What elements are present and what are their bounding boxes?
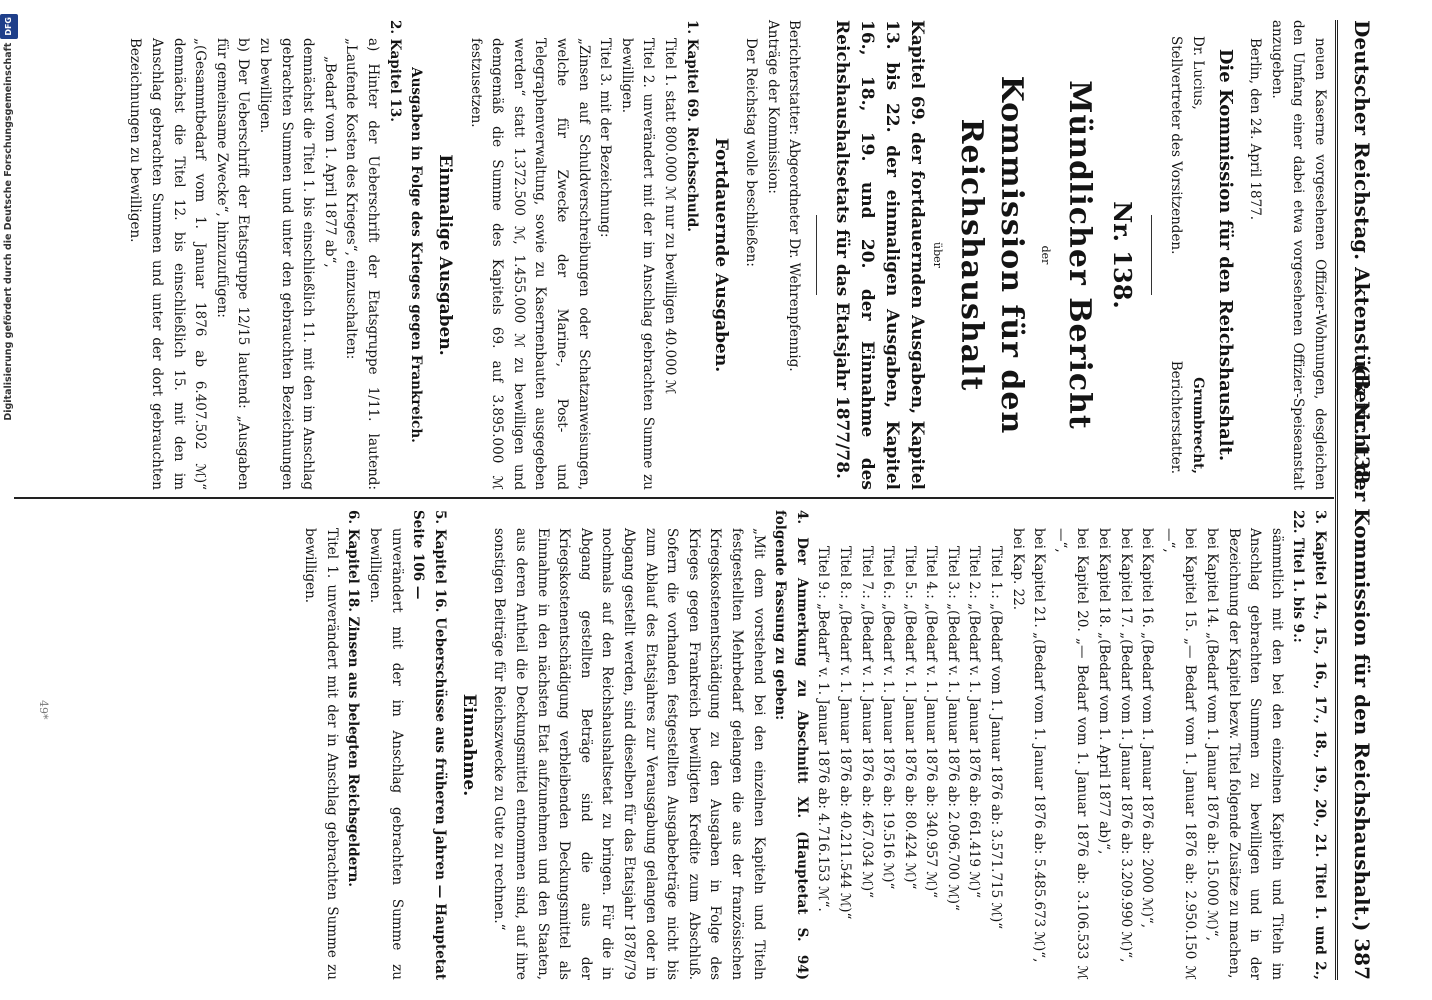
titel-line: Titel 8.: „(Bedarf v. 1. Januar 1876 ab: 40.211.544 ℳ)“ [836,546,853,920]
document-title-2: Kommission für den Reichshaushalt [954,75,1030,435]
item-1-titel-1: Titel 1. statt 800.000 ℳ nur zu bewilligen 40.000 ℳ [662,38,679,395]
running-head-right: (Bericht der Kommission für den Reichshaushalt.) 387 [1350,363,1374,980]
item-2-a-quote: „Bedarf vom 1. April 1877 ab“, [321,56,338,268]
signature-names [1186,20,1208,490]
titel-line: Titel 9.: „Bedarf“ v. 1. Januar 1876 ab: 4.716.153 ℳ“. [815,546,832,912]
item-2-b: b) Der Ueberschrift der Etatsgruppe 12/15 lautend: „Ausgaben für gemeinsame Zwecke“, hinzuzufügen: [213,38,252,490]
kapitel-line: bei Kapitel 15. „— Bedarf vom 1. Januar 1876 ab: 2.950.150 ℳ —“, [1160,528,1199,980]
kapitel-line: bei Kap. 22. [1009,528,1026,611]
item-4-text: „Mit dem vorstehend bei den einzelnen Kapiteln und Titeln festgestellten Mehrbedarf gelangen die aus der französischen Kriegskostenentschädigung zu den Ausgaben in Folge des Krieges gegen Frankreich bewilligten Kredite zum Abschluß. Sofern die vorhanden festgestellten Ausgabebeträge nicht bis zum Ablauf des Etatsjahres zur Verausgabung gelangen oder in Abgang gestellt werden, sind dieselben für das Etatsjahr 1878/79 nochmals auf den Reichshaushaltsetat zu bringen. Für die in Abgang gestellten Beträge sind die aus der Kriegskostenentschädigung verbleibenden Deckungsmittel als Einnahme in den nächsten Etat aufzunehmen und den Staaten, aus deren Antheil die Deckungsmittel entnommen sind, auf ihre sonstigen Beiträge für Reichszwecke zu Gute zu rechnen.“ [491,528,767,980]
signature-2-role: Berichterstatter. [1168,360,1185,474]
item-6-heading: 6. Kapitel 18. Zinsen aus belegten Reichsgeldern. [345,510,362,887]
kapitel-line: bei Kapitel 17. „(Bedarf vom 1. Januar 1876 ab: 3.209.990 ℳ)“, [1117,528,1134,963]
titel-line: Titel 6.: „(Bedarf v. 1. Januar 1876 ab: 19.516 ℳ)“ [880,546,897,890]
document-title: Mündlicher Bericht [1062,80,1098,430]
document-number: Nr. 138. [1108,201,1138,309]
item-5-heading: 5. Kapitel 16. Ueberschüsse aus früheren Jahren — Hauptetat Seite 106 — [410,510,448,980]
title-der: der [1039,245,1053,265]
titel-line: Titel 1.: „(Bedarf vom 1. Januar 1876 ab: 3.571.715 ℳ)“ [988,546,1005,930]
heading-krieg: Ausgaben in Folge des Krieges gegen Frankreich. [408,67,425,443]
column-divider [14,497,1334,499]
item-2-a: a) Hinter der Ueberschrift der Etatsgruppe 1/11. lautend: „Laufende Kosten des Krieges“, einzuschalten: [343,38,381,490]
report-subject: Kapitel 69. der fortdauernden Ausgaben, Kapitel 13. bis 22. der einmaligen Ausgaben, Kapitel 16., 18., 19. und 20. der Einnahme des Reichshaushaltsetats für das Etatsjahr 1877/78. [832,20,928,490]
item-2-heading: 2. Kapitel 13. [386,20,403,122]
heading-einnahme: Einnahme. [458,693,479,797]
rapporteur-line: Berichterstatter: Abgeordneter Dr. Wehrenpfennig. [786,20,803,372]
titel-line: Titel 3.: „(Bedarf v. 1. Januar 1876 ab: 2.096.700 ℳ)“ [944,546,961,911]
heading-fortdauernde: Fortdauernde Ausgaben. [710,137,731,373]
titel-line: Titel 4.: „(Bedarf v. 1. Januar 1876 ab: 340.957 ℳ)“ [923,546,940,898]
antraege-line: Anträge der Kommission: [764,20,781,194]
kapitel-line: bei Kapitel 18. „(Bedarf vom 1. April 1877 ab)“, [1096,528,1113,855]
separator-rule-2 [816,215,817,295]
titel-line: Titel 2.: „(Bedarf v. 1. Januar 1876 ab: 661.419 ℳ)“ [966,546,983,898]
heading-einmalige: Einmalige Ausgaben. [435,154,456,356]
item-1-titel-3-text: „Zinsen auf Schuldverschreibungen oder Schatzanweisungen, welche für Zwecke der Marine-, Post- und Telegraphenverwaltung, sowie zu Kasernenbauten ausgegeben werden“ statt 1.372.500 ℳ, 1.455.000 ℳ zu bewilligen und demgemäß die Summe des Kapitels 69. auf 3.895.000 ℳ festzusetzen. [467,38,592,490]
running-head-left: Deutscher Reichstag. Aktenstück Nr. 138. [1350,20,1374,491]
dfg-logo[interactable]: DFG [0,14,18,39]
separator-rule [1151,215,1152,295]
signature-1-name: Dr. Lucius, [1189,36,1206,110]
kapitel-line: bei Kapitel 20. „— Bedarf vom 1. Januar 1876 ab: 3.106.533 ℳ —“, [1052,528,1091,980]
signature-roles [1164,20,1186,490]
titel-line: Titel 5.: „(Bedarf v. 1. Januar 1876 ab: 80.424 ℳ)“ [901,546,918,890]
item-1-titel-2: Titel 2. unverändert mit der im Anschlag gebrachten Summe zu bewilligen. [618,38,657,490]
kapitel-line: bei Kapitel 21. „(Bedarf vom 1. Januar 1876 ab: 5.485.673 ℳ)“, [1031,528,1048,963]
item-2-a-text: demnächst die Titel 1. bis einschließlich 11. mit den im Anschlag gebrachten Summen und unter den gebrauchten Bezeichnungen zu bewilligen. [256,38,317,490]
item-3-heading: 3. Kapitel 14., 15., 16., 17., 18., 19., 20., 21. Titel 1. und 2., 22. Titel 1. bis 9.: [1290,510,1328,980]
beschliessen-line: Der Reichstag wolle beschließen: [743,38,760,267]
commission-heading: Die Kommission für den Reichshaushalt. [1214,48,1236,462]
header-rule [1335,20,1338,980]
item-5-text: unverändert mit der im Anschlag gebrachten Summe zu bewilligen. [367,528,405,980]
kapitel-line: bei Kapitel 14. „(Bedarf vom 1. Januar 1876 ab: 15.000 ℳ)“, [1204,528,1221,941]
title-ueber: über [931,242,945,268]
digitization-note-text: Digitalisierung gefördert durch die Deutsche Forschungsgemeinschaft [3,42,14,421]
intro-text: neuen Kaserne vorgesehenen Offizier-Wohnungen, desgleichen den Umfang einer dabei etwa vorgesehenen Offizier-Speiseanstalt anzugeben. [1268,20,1328,490]
item-2-b-quote: „(Gesammtbedarf vom 1. Januar 1876 ab 6.407.502 ℳ)“ demnächst die Titel 12. bis einschließlich 15. mit den im Anschlag gebrachten Summen und unter der dort gebrauchten Bezeichnungen zu bewilligen. [127,38,209,490]
item-1-titel-3: Titel 3. mit der Bezeichnung: [597,38,614,238]
left-column [124,20,1330,490]
digitization-footer [0,0,19,1000]
running-head [1344,20,1374,980]
kapitel-line: bei Kapitel 16. „(Bedarf vom 1. Januar 1876 ab: 2000 ℳ)“, [1139,528,1156,929]
signature-1-role: Stellvertreter des Vorsitzenden. [1168,36,1185,255]
item-4-heading: 4. Der Anmerkung zu Abschnitt XI. (Hauptetat S. 94) folgende Fassung zu geben: [772,510,810,980]
item-1-heading: 1. Kapitel 69. Reichsschuld. [683,20,700,232]
date-line: Berlin, den 24. April 1877. [1247,38,1264,221]
item-6-text: Titel 1. unverändert mit der in Anschlag gebrachten Summe zu bewilligen. [302,528,340,980]
titel-line: Titel 7.: „(Bedarf v. 1. Januar 1876 ab: 467.034 ℳ)“ [858,546,875,898]
item-3-text: sämmtlich mit den bei den einzelnen Kapiteln und Titeln im Anschlag gebrachten Summen zu bewilligen und in der Bezeichnung der Kapitel bezw. Titel folgende Zusätze zu machen, [1225,528,1285,980]
signature-2-name: Grumbrecht, [1189,377,1206,474]
page-number: 49* [37,700,50,720]
right-column [299,510,1330,980]
